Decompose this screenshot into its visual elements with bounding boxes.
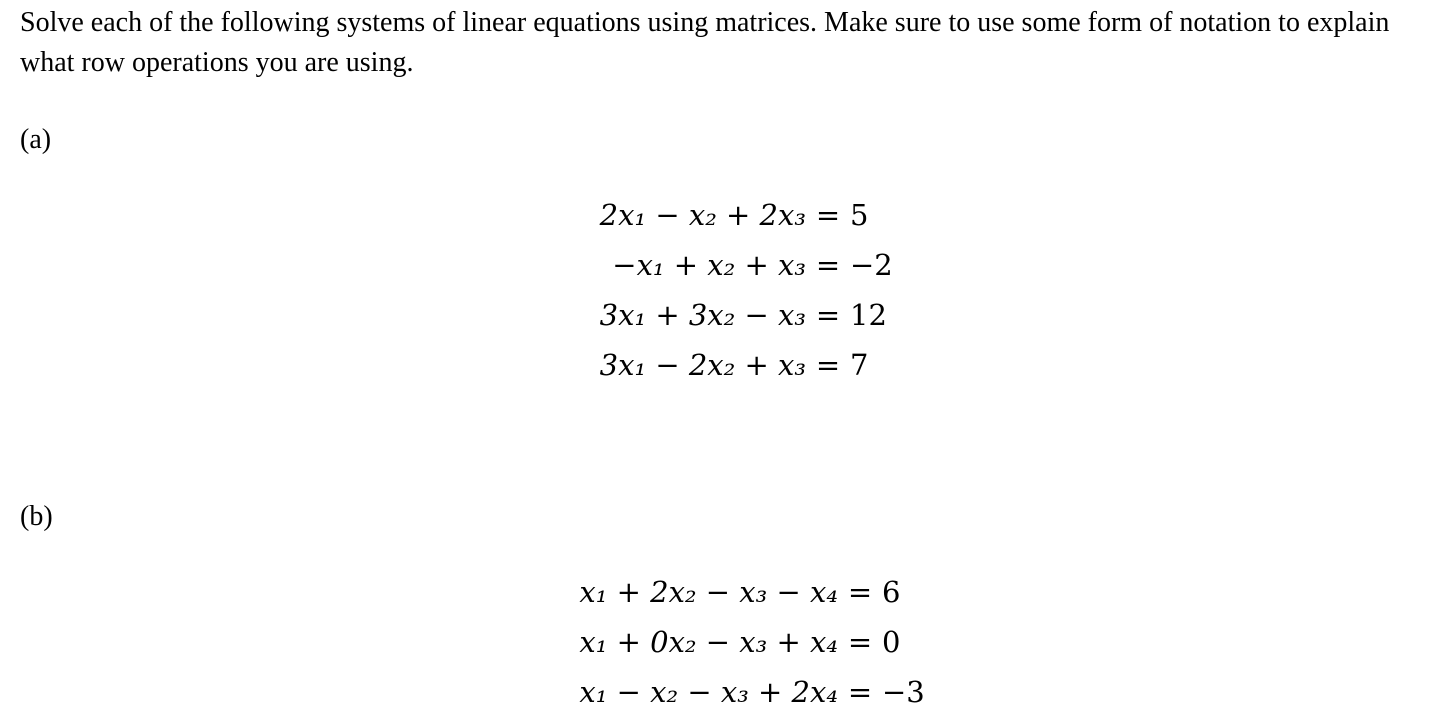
equation-rhs: 5: [850, 198, 869, 232]
equals-sign: =: [815, 298, 841, 332]
equation-lhs: x₁ − x₂ − x₃ + 2x₄: [579, 675, 838, 709]
equals-sign: =: [815, 348, 841, 382]
equation-rhs: 7: [850, 348, 869, 382]
equation-rhs: −2: [850, 248, 893, 282]
equation-rhs: −3: [882, 675, 925, 709]
equals-sign: =: [815, 248, 841, 282]
equals-sign: =: [847, 625, 873, 659]
equation-lhs: −x₁ + x₂ + x₃: [612, 248, 806, 282]
equation-rhs: 0: [882, 625, 901, 659]
equation-lhs: 2x₁ − x₂ + 2x₃: [599, 198, 806, 232]
equation-row: [546, 340, 930, 390]
equation-lhs: 3x₁ + 3x₂ − x₃: [599, 298, 806, 332]
part-a-label: (a): [20, 124, 52, 155]
equation-row: [546, 190, 930, 240]
equation-lhs: 3x₁ − 2x₂ + x₃: [599, 348, 806, 382]
problem-instructions: Solve each of the following systems of linear equations using matrices. Make sure to use some form of notation to explain what row operations you are using.: [20, 7, 1390, 78]
equation-row: [546, 290, 930, 340]
equation-lhs: x₁ + 0x₂ − x₃ + x₄: [579, 625, 838, 659]
equation-row: [578, 567, 962, 617]
part-b-label: (b): [20, 501, 53, 532]
equals-sign: =: [847, 675, 873, 709]
equals-sign: =: [847, 575, 873, 609]
equation-rhs: 12: [850, 298, 887, 332]
equation-row: [578, 667, 962, 717]
equals-sign: =: [815, 198, 841, 232]
equation-row: [546, 240, 930, 290]
equation-row: [578, 617, 962, 667]
equation-rhs: 6: [882, 575, 901, 609]
equation-lhs: x₁ + 2x₂ − x₃ − x₄: [579, 575, 838, 609]
